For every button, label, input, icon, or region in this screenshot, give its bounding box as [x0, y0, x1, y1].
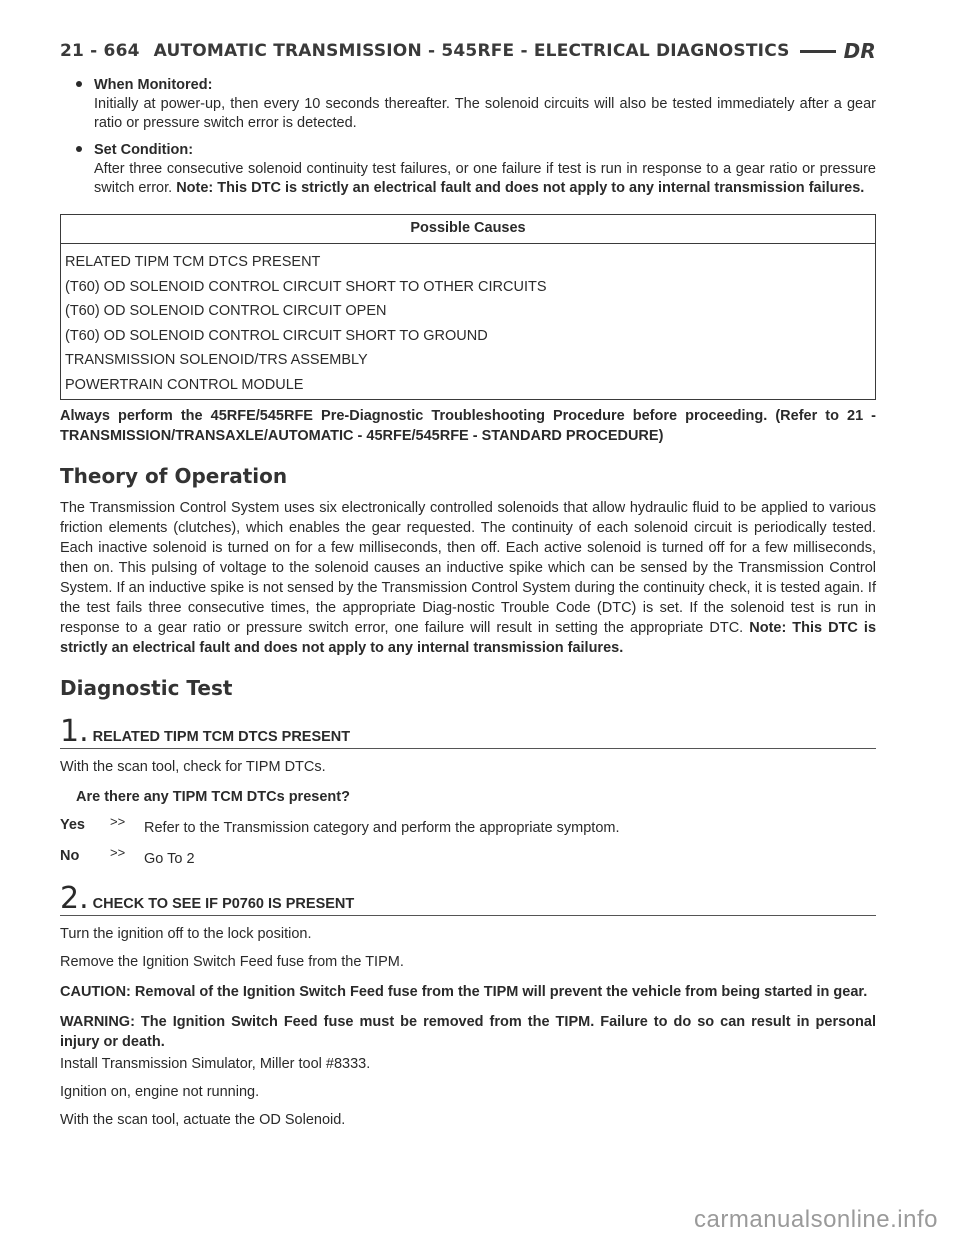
when-monitored-label: When Monitored: [94, 77, 213, 93]
monitor-bullets [74, 76, 876, 198]
header-code: DR [843, 39, 876, 63]
bullet-dot-icon [76, 81, 82, 87]
set-condition-note: Note: This DTC is strictly an electrical fault and does not apply to any internal transmission failures. [176, 180, 865, 196]
cause-item: RELATED TIPM TCM DTCS PRESENT [65, 254, 321, 270]
page-number: 21 - 664 [60, 41, 140, 61]
header-rule [800, 50, 836, 53]
step-2 [60, 881, 876, 1130]
step-instruction: Install Transmission Simulator, Miller tool #8333. [60, 1056, 371, 1072]
step-instruction: Remove the Ignition Switch Feed fuse from the TIPM. [60, 954, 404, 970]
diagnostic-test-heading: Diagnostic Test [60, 676, 233, 700]
cause-item: POWERTRAIN CONTROL MODULE [65, 376, 304, 393]
step-instruction: Ignition on, engine not running. [60, 1084, 260, 1100]
cause-item: TRANSMISSION SOLENOID/TRS ASSEMBLY [65, 352, 368, 368]
step-2-header [60, 881, 876, 916]
when-monitored-item [74, 76, 876, 133]
theory-heading: Theory of Operation [60, 464, 288, 488]
cause-item: (T60) OD SOLENOID CONTROL CIRCUIT OPEN [65, 303, 387, 319]
arrow-icon: >> [110, 814, 126, 829]
page-header [60, 38, 876, 64]
possible-causes-heading: Possible Causes [61, 215, 875, 244]
step-instruction: With the scan tool, actuate the OD Solenoid. [60, 1112, 346, 1128]
warning-note: WARNING: The Ignition Switch Feed fuse must be removed from the TIPM. Failure to do so can result in personal injury or death. [60, 1014, 876, 1050]
set-condition-text [94, 160, 876, 198]
answer-text: Refer to the Transmission category and perform the appropriate symptom. [144, 820, 620, 836]
set-condition-item [74, 141, 876, 198]
step-number: 1. [60, 714, 89, 749]
answer-no [60, 845, 876, 867]
answer-label: Yes [60, 817, 85, 833]
possible-causes-table [60, 214, 876, 400]
theory-text: The Transmission Control System uses six electronically controlled solenoids that allow hydraulic fluid to be applied to various friction elements (clutches), which enables the gear requested. The continuity of each solenoid circuit is periodically tested. Each inactive solenoid is turned on for a few milliseconds, then off. Each active solenoid is turned off for a few milliseconds, then on. This pulsing of voltage to the solenoid causes an inductive spike which can be sensed by the Transmission Control System. If an inductive spike is not sensed by the Transmission Control System during the continuity check, it is tested again. If the test fails three consecutive times, the appropriate Diag-nostic Trouble Code (DTC) is set. If the solenoid test is run in response to a gear ratio or pressure switch error, one failure will result in setting the appropriate DTC. [60, 500, 876, 636]
answer-label: No [60, 848, 80, 864]
step-instruction: With the scan tool, check for TIPM DTCs. [60, 759, 326, 775]
caution-note: CAUTION: Removal of the Ignition Switch Feed fuse from the TIPM will prevent the vehicle from being started in gear. [60, 984, 868, 1000]
step-title: RELATED TIPM TCM DTCS PRESENT [92, 729, 351, 745]
answer-yes [60, 814, 876, 836]
pre-diagnostic-note: Always perform the 45RFE/545RFE Pre-Diagnostic Troubleshooting Procedure before proceeding. (Refer to 21 - TRANSMISSION/TRANSAXLE/AUTOMATIC - 45RFE/545RFE - STANDARD PROCEDURE) [60, 408, 876, 444]
when-monitored-text: Initially at power-up, then every 10 seconds thereafter. The solenoid circuits will also be tested immediately after a gear ratio or pressure switch error is detected. [94, 96, 876, 131]
step-question: Are there any TIPM TCM DTCs present? [76, 789, 350, 805]
possible-causes-list [61, 244, 875, 399]
step-1-header [60, 714, 876, 749]
page-content [60, 76, 876, 1130]
header-title: AUTOMATIC TRANSMISSION - 545RFE - ELECTRICAL DIAGNOSTICS [153, 41, 790, 61]
step-number: 2. [60, 881, 89, 916]
set-condition-body: After three consecutive solenoid continuity test failures, or one failure if test is run in response to a gear ratio or pressure switch error. [94, 161, 876, 196]
answer-text: Go To 2 [144, 851, 195, 867]
cause-item: (T60) OD SOLENOID CONTROL CIRCUIT SHORT TO GROUND [65, 327, 488, 344]
set-condition-label: Set Condition: [94, 142, 194, 158]
theory-note: Note: This DTC is strictly an electrical fault and does not apply to any internal transmission failures. [60, 620, 877, 656]
step-instruction: Turn the ignition off to the lock position. [60, 926, 312, 942]
arrow-icon: >> [110, 845, 126, 860]
step-1 [60, 714, 876, 867]
cause-item: (T60) OD SOLENOID CONTROL CIRCUIT SHORT TO OTHER CIRCUITS [65, 278, 547, 295]
step-title: CHECK TO SEE IF P0760 IS PRESENT [92, 896, 355, 912]
theory-paragraph [60, 498, 876, 658]
watermark: carmanualsonline.info [694, 1206, 938, 1233]
bullet-dot-icon [76, 146, 82, 152]
